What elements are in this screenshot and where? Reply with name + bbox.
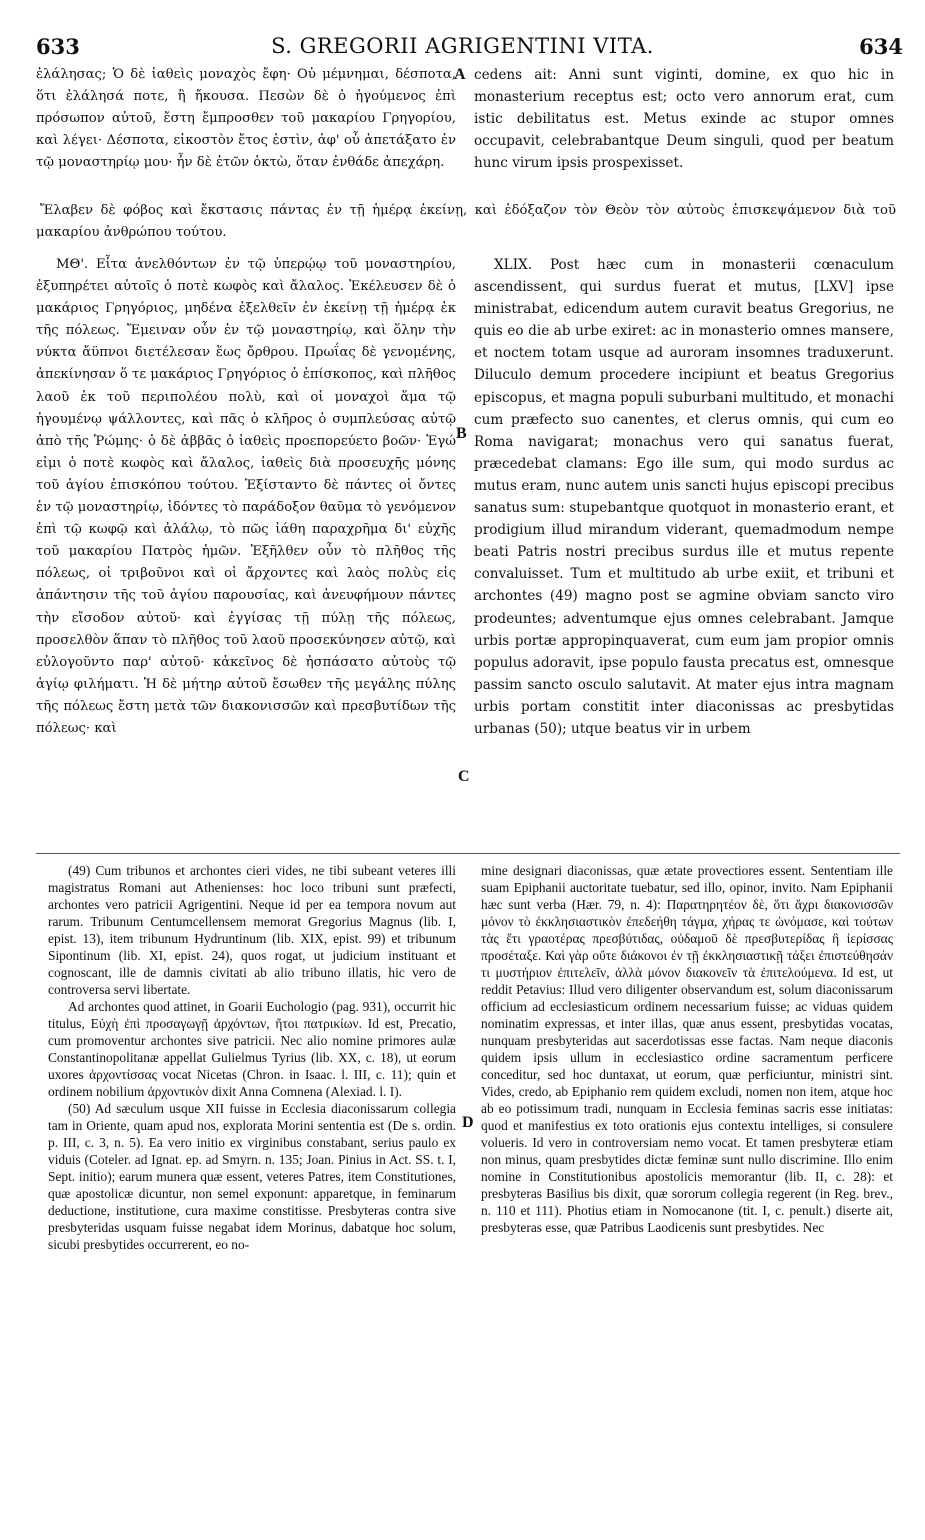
margin-marker-d: D <box>462 1114 474 1131</box>
greek-column-top <box>36 64 456 196</box>
footnote-49: (49) Cum tribunos et archontes cieri vides, ne tibi subeant veteres illi magistratus Romani aut Athenienses: hoc loco tribuni sunt præfecti, archontes vero patricii Agrigentini. Neque id per ea tempora novum aut rarum. Tribunum Centumcellensem memorat Gregorius Magnus (lib. I, epist. 13), item tribunum Hydruntinum (lib. XIX, epist. 99) et tribunum Sipontinum (lib. XI, epist. 24), quos rogat, ut judicium instituant et cognoscant, ille de damnis civitati ab alio tribuno illatis, hic vero de controversa servi libertate. <box>48 863 456 997</box>
greek-bridge-text: Ἔλαβεν δὲ φόβος καὶ ἔκστασις πάντας ἐν τῇ ἡμέρᾳ ἐκείνῃ, καὶ ἐδόξαζον τὸν Θεὸν τὸν αὐτοὺς ἐπισκεψάμενον διὰ τοῦ μακαρίου ἀνθρώπου τούτου. <box>36 203 896 241</box>
footnote-divider <box>36 853 900 854</box>
greek-paragraph-main: ΜΘ'. Εἶτα ἀνελθόντων ἐν τῷ ὑπερῴῳ τοῦ μοναστηρίου, ἐξυπηρέτει αὐτοῖς ὁ ποτὲ κωφὸς καὶ ἄλαλος. Ἐκέλευσεν δὲ ὁ μακάριος Γρηγόριος, μηδένα ἐξελθεῖν ἐν ἐκείνῃ τῇ ἡμέρᾳ ἐκ τῆς πόλεως. Ἔμειναν οὖν ἐν τῷ μοναστηρίῳ, καὶ ὅλην τὴν νύκτα ἄϋπνοι διετέλεσαν ἕως ὄρθρου. Πρωΐας δὲ γενομένης, ἀπεκίνησαν ὅ τε μακάριος Γρηγόριος ὁ ἐπίσκοπος, καὶ πλῆθος λαοῦ ἐκ τοῦ περιπολέου πολὺ, καὶ οἱ μοναχοὶ ἅμα τῷ ἡγουμένῳ ψάλλοντες, καὶ πᾶς ὁ κλῆρος ὁ συμπλεύσας αὐτῷ ἀπὸ τῆς Ῥώμης· ὁ δὲ ἀββᾶς ὁ ἰαθεὶς προεπορεύετο βοῶν· Ἐγώ εἰμι ὁ ποτὲ κωφὸς καὶ ἄλαλος, ἰαθεὶς διὰ προσευχῆς μόνης τοῦ ἁγίου ἐπισκόπου τούτου. Ἐξίσταντο δὲ πάντες οἱ ὄντες ἐν τῷ μοναστηρίῳ, ἰδόντες τὸ παράδοξον θαῦμα τὸ γενόμενον ἐπὶ τῷ κωφῷ καὶ ἀλάλῳ, τὸ πῶς ἰάθη παραχρῆμα δι' εὐχῆς τοῦ μακαρίου Πατρὸς ἡμῶν. Ἐξῆλθεν οὖν τὸ πλῆθος τῆς πόλεως, οἱ τριβοῦνοι καὶ οἱ ἄρχοντες καὶ λαὸς πολὺς εἰς ἀπάντησιν τῆς τοῦ ἁγίου παρουσίας, καὶ ἀνευφήμουν πάντες τὴν εἴσοδον αὐτοῦ· καὶ ἐγγίσας τῇ πύλῃ τῆς πόλεως, προσελθὸν ἅπαν τὸ πλῆθος τοῦ λαοῦ προσεκύνησεν αὐτῷ, καὶ εὐλογοῦντο παρ' αὐτοῦ· κἀκεῖνος δὲ ἠσπάσατο αὐτοὺς τῷ ἁγίῳ φιλήματι. Ἡ δὲ μήτηρ αὐτοῦ ἔσωθεν τῆς μεγάλης πύλης τῆς πόλεως ἔστη μετὰ τῶν διακονισσῶν καὶ πρεσβυτίδων τῆς πόλεως· καὶ <box>36 257 456 736</box>
page-number-right: 634 <box>859 34 903 59</box>
greek-bridge-line <box>36 200 896 246</box>
page-header <box>0 34 925 64</box>
latin-paragraph-main: XLIX. Post hæc cum in monasterii cœnaculum ascendissent, qui surdus fuerat et mutus, [LXV] ipse ministrabat, edicendum autem curavit beatus Gregorius, ne quis eo die ab urbe exiret: ac in monasterio omnes mansere, et noctem totam usque ad auroram insomnes traduxerunt. Diluculo demum procedere incipiunt et beatus Gregorius episcopus, et magna populi suburbani multitudo, et monachi cum præfecto suo canentes, et clerus omnis, qui cum eo Roma navigarat; monachus vero qui sanatus fuerat, præcedebat clamans: Ego ille sum, qui modo surdus ac mutus eram, nunc autem unis sancti hujus episcopi precibus sanatus sum: stupebantque quotquot in monasterio erant, et prodigium illud mirandum viderant, quemadmodum nempe beati Patris nostri precibus surdus ille et mutus repente convaluisset. Tum et multitudo ab urbe exiit, et tribuni et archontes (49) magno post se agmine obviam sancto viro prodeuntes; adventumque ejus omnes celebrabant. Jamque urbis portæ appropinquaverat, cum eum jam propior omnis populus adoravit, ipse populo fausta precatus est, omnesque passim sancto osculo salutavit. At mater ejus intra magnam urbis portam constitit inter diaconissas ac presbytidas urbanas (50); utque beatus vir in urbem <box>474 257 894 737</box>
greek-column-main <box>36 254 456 846</box>
margin-marker-c: C <box>458 768 470 785</box>
footnotes-right <box>481 862 893 1512</box>
running-title: S. GREGORII AGRIGENTINI VITA. <box>271 34 654 58</box>
margin-marker-a: A <box>454 66 466 83</box>
footnote-49-continued: Ad archontes quod attinet, in Goarii Euchologio (pag. 931), occurrit hic titulus, Εὐχὴ ἐπὶ προσαγωγῇ ἀρχόντων, ἤτοι πατρικίων. Id est, Precatio, cum promoventur archontes sive patricii. Nec alio nomine primores aulæ Constantinopolitanæ appellat Gulielmus Tyrius (lib. XX, c. 18), ut eorum uxores ἀρχοντίσσας vocat Nicetas (Chron. in Isaac. l. III, c. 11); quin et ordinem nobilium ἀρχοντικὸν dixit Anna Comnena (Alexiad. l. I). <box>48 999 456 1099</box>
footnotes-left <box>48 862 456 1512</box>
greek-paragraph-top: ἐλάλησας; Ὁ δὲ ἰαθεὶς μοναχὸς ἔφη· Οὐ μέμνημαι, δέσποτα, ὅτι ἐλάλησά ποτε, ἢ ἤκουσα. Πεσὼν δὲ ὁ ἡγούμενος ἐπὶ πρόσωπον αὐτοῦ, ἔστη ἔμπροσθεν τοῦ μακαρίου Γρηγορίου, καὶ λέγει· Δέσποτα, εἰκοστὸν ἔτος ἐστὶν, ἀφ' οὗ ἀπετάξατο ἐν τῷ μοναστηρίῳ μου· ἦν δὲ ἐτῶν ὀκτὼ, ὅταν ἐνθάδε ἀπεχάρη. <box>36 67 456 171</box>
footnote-50: (50) Ad sæculum usque XII fuisse in Ecclesia diaconissarum collegia tam in Oriente, quam apud nos, explorata Morini sententia est (De s. ordin. p. III, c. 3, n. 5). Ea vero initio ex virginibus constabant, serius paulo ex viduis (Coteler. ad Ignat. ep. ad Smyrn. n. 135; Joan. Pinius in Act. SS. t. I, Sept. initio); earum munera quæ essent, veteres Patres, item Constitutiones, quæ apostolicæ dicuntur, non semel exponunt: apparetque, in feminarum deductione, institutione, cura maxime constitisse. Presbyteras contra sive presbyteridas usquam fuisse negabat idem Morinus, dabatque hoc solum, sicubi presbytides occurrerent, eo no- <box>48 1101 456 1252</box>
latin-column-main <box>474 254 894 846</box>
page-number-left: 633 <box>36 34 80 59</box>
footnote-50-continued: mine designari diaconissas, quæ ætate provectiores essent. Sententiam ille suam Epiphanii auctoritate tuebatur, sed illo, opinor, invito. Nam Epiphanii hæc sunt verba (Hær. 79, n. 4): Παρατηρητέον δὲ, ὅτι ἄχρι διακονισσῶν μόνον τὸ ἐκκλησιαστικὸν ἐπεδεήθη τάγμα, χήρας τε ὠνόμασε, καὶ τούτων τὰς ἔτι γραοτέρας πρεσβύτιδας, οὐδαμοῦ δὲ πρεσβυτερίδας ἢ ἱερίσσας προσέταξε. Καὶ γὰρ οὔτε διάκονοι ἐν τῇ ἐκκλησιαστικῇ τάξει ἐπιστεύθησάν τι μυστήριον ἐπιτελεῖν, ἀλλὰ μόνον διακονεῖν τὰ ἐπιτελούμενα. Id est, ut reddit Petavius: Illud vero diligenter observandum est, solum diaconissarum officium ad ecclesiasticum ordinem necessarium fuisse; ac viduas quidem nominatim expressas, et inter illas, quæ anus essent, presbytidas vocatas, nunquam presbyteridas aut sacerdotissas esse factas. Nam neque diaconis quidem ipsis ullum in ecclesiastico ordine sacramentum perficere conceditur, sed hoc duntaxat, ut eorum, quæ perficiuntur, ministri sint. Vides, credo, ab Epiphanio rem quidem excludi, nomen non item, atque hoc ab eo potissimum tradi, nunquam in Ecclesia feminas sacris esse initiatas: quod et manifestius ex toto orationis ejus contextu intelliges, si consulere volueris. Id vero in controversiam nemo vocat. Et tamen presbyteræ etiam non minus, quam presbytides dictæ feminæ sunt nullo discrimine. Illo enim nomine in Constitutionibus apostolicis memorantur (lib. II, c. 28): et presbyteras Basilius bis dixit, quæ sororum collegia regerent (in Reg. brev., n. 110 et 111). Photius etiam in Nomocanone (tit. I, c. penult.) diserte ait, presbyteras esse, quæ Patribus Laodicenis sunt presbytides. Nec <box>481 863 893 1235</box>
latin-column-top <box>474 64 894 196</box>
margin-marker-b: B <box>456 425 467 442</box>
latin-paragraph-top: cedens ait: Anni sunt viginti, domine, ex quo hic in monasterium receptus est; octo vero annorum erat, cum istic debilitatus est. Metus exinde ac stupor omnes occupavit, celebrabantque Deum singuli, quod per beatum hunc virum ipsis prospexisset. <box>474 67 894 172</box>
